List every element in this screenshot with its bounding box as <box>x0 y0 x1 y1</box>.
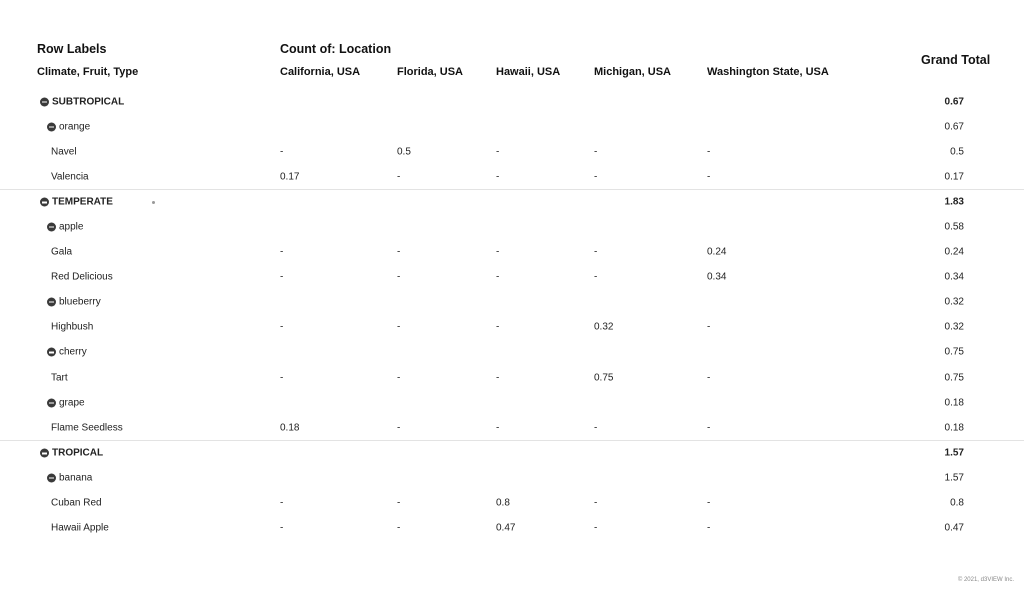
grand-total-cell: 0.24 <box>944 246 964 258</box>
table-row <box>0 164 1024 189</box>
row-label-text: TROPICAL <box>52 447 104 459</box>
value-cell: - <box>496 146 500 158</box>
value-cell: - <box>397 422 401 434</box>
value-cell: - <box>707 372 711 384</box>
grand-total-cell: 0.18 <box>944 422 964 434</box>
grand-total-cell: 0.34 <box>944 271 964 283</box>
grand-total-cell: 0.18 <box>944 397 964 409</box>
value-cell: - <box>397 246 401 258</box>
value-cell: - <box>280 246 284 258</box>
row-label[interactable] <box>47 297 101 308</box>
row-label-text: Cuban Red <box>51 497 102 509</box>
row-label-text: Hawaii Apple <box>51 522 109 534</box>
row-label-text: grape <box>59 397 85 409</box>
value-cell: 0.75 <box>594 372 614 384</box>
row-label[interactable] <box>40 96 124 107</box>
collapse-icon[interactable] <box>47 398 56 407</box>
value-cell: - <box>594 171 598 183</box>
row-label-text: Navel <box>51 146 77 158</box>
subgroup-row[interactable] <box>0 214 1024 239</box>
row-label[interactable] <box>47 222 83 233</box>
collapse-icon[interactable] <box>47 473 56 482</box>
value-cell: - <box>594 422 598 434</box>
row-label <box>51 272 113 283</box>
column-header-hawaii: Hawaii, USA <box>496 66 561 78</box>
value-cell: - <box>280 146 284 158</box>
value-cell: - <box>280 522 284 534</box>
row-label-text: SUBTROPICAL <box>52 96 125 108</box>
value-cell: - <box>397 497 401 509</box>
grand-total-cell: 0.17 <box>944 171 964 183</box>
grand-total-cell: 1.57 <box>944 447 964 459</box>
row-label-text: banana <box>59 472 93 484</box>
row-label-text: Red Delicious <box>51 271 113 283</box>
grand-total-cell: 0.67 <box>944 121 964 133</box>
value-cell: - <box>707 171 711 183</box>
group-row[interactable] <box>0 89 1024 114</box>
value-cell: - <box>397 271 401 283</box>
row-label <box>51 247 72 258</box>
value-cell: 0.47 <box>496 522 516 534</box>
value-cell: 0.32 <box>594 321 614 333</box>
value-cell: - <box>397 171 401 183</box>
grand-total-cell: 0.75 <box>944 346 964 358</box>
row-labels-header: Row Labels <box>37 42 107 56</box>
row-label <box>51 498 102 509</box>
table-row <box>0 415 1024 440</box>
collapse-icon[interactable] <box>47 298 56 307</box>
table-row <box>0 265 1024 290</box>
row-label[interactable] <box>47 472 92 483</box>
value-cell: - <box>496 171 500 183</box>
column-header-california: California, USA <box>280 66 361 78</box>
row-fields-header: Climate, Fruit, Type <box>37 66 139 78</box>
row-label <box>51 523 109 534</box>
subgroup-row[interactable] <box>0 390 1024 415</box>
subgroup-row[interactable] <box>0 465 1024 490</box>
table-row <box>0 139 1024 164</box>
value-cell: - <box>280 321 284 333</box>
collapse-icon[interactable] <box>40 198 49 207</box>
value-cell: - <box>594 497 598 509</box>
value-cell: - <box>707 497 711 509</box>
row-label <box>51 171 89 182</box>
value-cell: - <box>496 246 500 258</box>
value-cell: - <box>594 146 598 158</box>
row-label <box>51 372 68 383</box>
row-label-text: Valencia <box>51 171 89 183</box>
pivot-table-body <box>0 89 1024 541</box>
value-cell: - <box>594 246 598 258</box>
row-label[interactable] <box>40 448 103 459</box>
value-cell: 0.18 <box>280 422 300 434</box>
value-cell: - <box>496 372 500 384</box>
column-header-washington: Washington State, USA <box>707 66 829 78</box>
value-cell: - <box>397 321 401 333</box>
count-of-location-header: Count of: Location <box>280 42 392 56</box>
grand-total-cell: 1.57 <box>944 472 964 484</box>
collapse-icon[interactable] <box>47 348 56 357</box>
value-cell: 0.34 <box>707 271 727 283</box>
copyright-notice: © 2021, d3VIEW Inc. <box>957 577 1014 583</box>
collapse-icon[interactable] <box>40 97 49 106</box>
row-label-text: apple <box>59 221 84 233</box>
row-label[interactable] <box>47 397 85 408</box>
value-cell: - <box>594 522 598 534</box>
subgroup-row[interactable] <box>0 114 1024 139</box>
column-header-michigan: Michigan, USA <box>594 66 672 78</box>
value-cell: 0.17 <box>280 171 300 183</box>
collapse-icon[interactable] <box>47 122 56 131</box>
value-cell: - <box>496 271 500 283</box>
grand-total-cell: 0.8 <box>950 497 964 509</box>
value-cell: - <box>397 522 401 534</box>
table-row <box>0 315 1024 340</box>
collapse-icon[interactable] <box>40 449 49 458</box>
value-cell: - <box>707 321 711 333</box>
row-label-text: orange <box>59 121 91 133</box>
value-cell: - <box>496 422 500 434</box>
table-row <box>0 240 1024 265</box>
row-label-text: Gala <box>51 246 73 258</box>
value-cell: 0.8 <box>496 497 510 509</box>
table-row <box>0 516 1024 541</box>
grand-total-cell: 0.75 <box>944 372 964 384</box>
value-cell: - <box>594 271 598 283</box>
grand-total-cell: 0.5 <box>950 146 964 158</box>
row-label[interactable] <box>40 197 113 208</box>
subgroup-row[interactable] <box>0 290 1024 315</box>
value-cell: - <box>707 422 711 434</box>
value-cell: - <box>280 271 284 283</box>
row-label <box>51 146 77 157</box>
row-label-text: cherry <box>59 346 87 358</box>
value-cell: - <box>496 321 500 333</box>
row-label <box>51 322 93 333</box>
grand-total-cell: 0.32 <box>944 321 964 333</box>
value-cell: 0.5 <box>397 146 411 158</box>
row-label-text: blueberry <box>59 296 101 308</box>
row-label-text: TEMPERATE <box>52 196 113 208</box>
value-cell: - <box>707 522 711 534</box>
indicator-dot-icon <box>152 201 155 204</box>
grand-total-cell: 0.67 <box>944 96 964 108</box>
grand-total-cell: 0.32 <box>944 296 964 308</box>
value-cell: - <box>397 372 401 384</box>
subgroup-row[interactable] <box>0 340 1024 365</box>
row-label-text: Highbush <box>51 321 94 333</box>
value-cell: - <box>707 146 711 158</box>
collapse-icon[interactable] <box>47 223 56 232</box>
value-cell: - <box>280 372 284 384</box>
grand-total-cell: 1.83 <box>944 196 964 208</box>
grand-total-header: Grand Total <box>921 53 991 67</box>
grand-total-cell: 0.58 <box>944 221 964 233</box>
table-row <box>0 365 1024 390</box>
row-label <box>51 422 123 433</box>
grand-total-cell: 0.47 <box>944 522 964 534</box>
row-label-text: Tart <box>51 372 68 384</box>
group-row[interactable] <box>0 440 1024 465</box>
row-label-text: Flame Seedless <box>51 422 123 434</box>
row-label[interactable] <box>47 347 87 358</box>
value-cell: 0.24 <box>707 246 727 258</box>
row-label[interactable] <box>47 121 90 132</box>
value-cell: - <box>280 497 284 509</box>
group-row[interactable] <box>0 189 1024 214</box>
column-header-florida: Florida, USA <box>397 66 464 78</box>
table-row <box>0 491 1024 516</box>
